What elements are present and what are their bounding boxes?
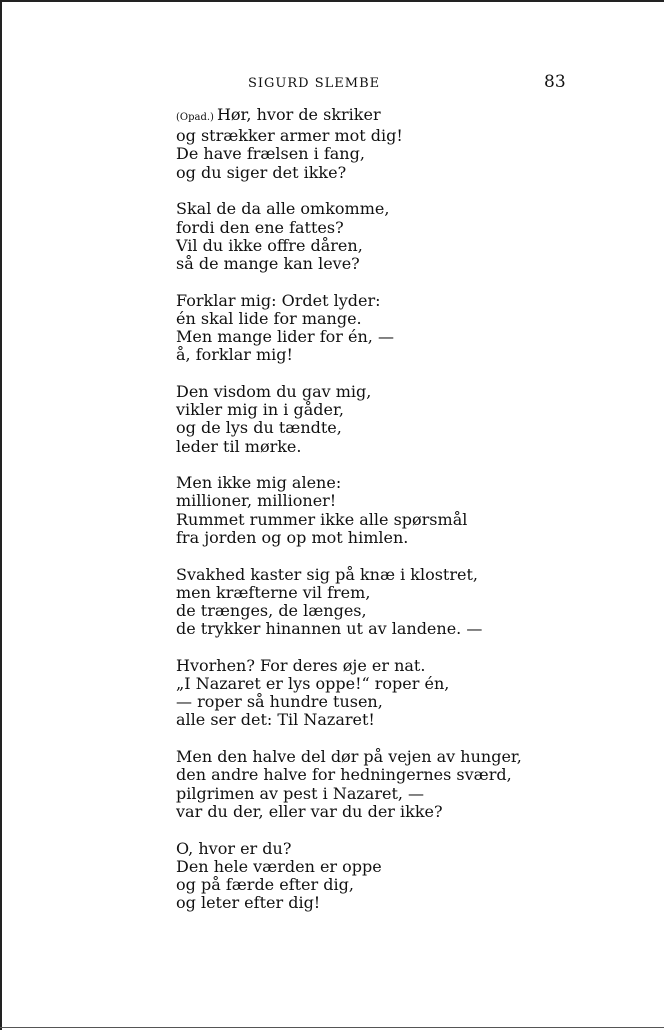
poem-body [176,106,646,931]
poem-line [176,840,646,858]
line-text: Men den halve del dør på vejen av hunger, [176,747,522,767]
poem-line [176,529,646,547]
line-text: Den hele værden er oppe [176,856,382,876]
poem-line [176,748,646,766]
stanza [176,106,646,182]
line-text: Rummet rummer ikke alle spørsmål [176,509,468,529]
line-text: — roper så hundre tusen, [176,692,383,712]
page-edge-top [0,0,664,2]
line-text: fordi den ene fattes? [176,217,344,237]
line-text: leder til mørke. [176,436,302,456]
stanza [176,474,646,547]
line-text: O, hvor er du? [176,838,292,858]
poem-line [176,383,646,401]
poem-line [176,894,646,912]
poem-line [176,438,646,456]
line-text: og du siger det ikke? [176,162,347,182]
line-text: den andre halve for hedningernes sværd, [176,765,512,785]
poem-line [176,200,646,218]
poem-line [176,803,646,821]
poem-line [176,711,646,729]
poem-line [176,292,646,310]
poem-line [176,492,646,510]
line-text: å, forklar mig! [176,345,293,365]
stanza [176,200,646,273]
poem-line [176,657,646,675]
line-text: og strækker armer mot dig! [176,126,403,146]
line-text: millioner, millioner! [176,491,337,511]
poem-line [176,145,646,163]
poem-line [176,766,646,784]
poem-line [176,237,646,255]
stanza [176,840,646,913]
line-text: og leter efter dig! [176,893,321,913]
poem-line [176,858,646,876]
poem-line [176,106,646,127]
poem-line [176,511,646,529]
line-text: Den visdom du gav mig, [176,381,372,401]
stanza [176,566,646,639]
line-text: alle ser det: Til Nazaret! [176,710,375,730]
stanza [176,292,646,365]
line-text: og de lys du tændte, [176,418,342,438]
line-text: vikler mig in i gåder, [176,400,344,420]
poem-line [176,164,646,182]
poem-line [176,584,646,602]
line-text: Vil du ikke offre dåren, [176,235,363,255]
poem-line [176,255,646,273]
line-text: de trykker hinannen ut av landene. — [176,619,483,639]
poem-line [176,419,646,437]
stanza [176,657,646,730]
line-text: og på færde efter dig, [176,874,354,894]
line-text: én skal lide for mange. [176,308,362,328]
poem-line [176,219,646,237]
stanza [176,383,646,456]
poem-line [176,346,646,364]
line-text: men kræfterne vil frem, [176,582,371,602]
poem-line [176,876,646,894]
line-text: så de mange kan leve? [176,253,360,273]
line-text: Hør, hvor de skriker [216,105,381,124]
poem-line [176,474,646,492]
line-text: Hvorhen? For deres øje er nat. [176,655,426,675]
line-text: Skal de da alle omkomme, [176,199,390,219]
poem-line [176,566,646,584]
line-text: Men ikke mig alene: [176,473,342,493]
poem-line [176,310,646,328]
poem-line [176,602,646,620]
line-text: De have frælsen i fang, [176,144,365,164]
stage-direction: (Opad.) [176,112,214,123]
line-text: Forklar mig: Ordet lyder: [176,290,381,310]
page-number: 83 [544,72,566,92]
line-text: pilgrimen av pest i Nazaret, — [176,783,425,803]
poem-line [176,401,646,419]
poem-line [176,620,646,638]
line-text: Svakhed kaster sig på knæ i klostret, [176,564,478,584]
poem-line [176,785,646,803]
poem-line [176,675,646,693]
line-text: fra jorden og op mot himlen. [176,527,409,547]
page-edge-bottom [0,1027,664,1028]
line-text: „I Nazaret er lys oppe!“ roper én, [176,674,450,694]
line-text: de trænges, de længes, [176,600,367,620]
poem-line [176,693,646,711]
running-title: SIGURD SLEMBE [248,76,381,91]
poem-line [176,127,646,145]
page-edge-left [0,0,2,1030]
line-text: var du der, eller var du der ikke? [176,801,443,821]
poem-line [176,328,646,346]
line-text: Men mange lider for én, — [176,327,394,347]
stanza [176,748,646,821]
